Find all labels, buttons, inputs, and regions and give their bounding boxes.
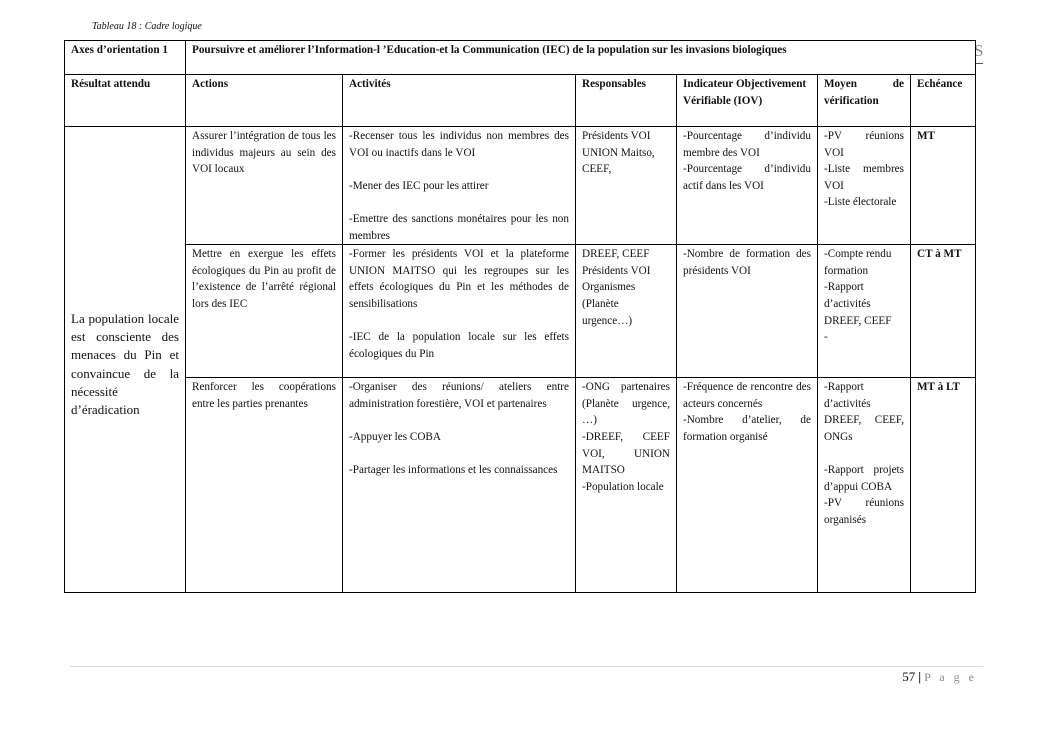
footer-separator: |: [918, 669, 922, 684]
action-cell: Assurer l’intégration de tous les individus majeurs au sein des VOI locaux: [186, 127, 343, 245]
table-caption: Tableau 18 : Cadre logique: [92, 21, 202, 32]
activites-cell: -Recenser tous les individus non membres des VOI ou inactifs dans le VOI -Mener des IEC pour les attirer -Emettre des sanctions monétaires pour les non membres: [343, 127, 576, 245]
iov-cell: -Nombre de formation des présidents VOI: [677, 245, 818, 378]
moyen-cell: -PV réunions VOI -Liste membres VOI -Liste électorale: [818, 127, 911, 245]
axes-label: Axes d’orientation 1: [65, 41, 186, 75]
moyen-cell: -Rapport d’activités DREEF, CEEF, ONGs -Rapport projets d’appui COBA -PV réunions organisés: [818, 378, 911, 593]
table-row: [65, 378, 976, 593]
table-row: [65, 127, 976, 245]
page-footer: [902, 669, 977, 685]
col-header-responsables: Responsables: [576, 75, 677, 127]
header-fragment: S: [974, 41, 984, 60]
page-label: P a g e: [924, 670, 977, 684]
col-header-activites: Activités: [343, 75, 576, 127]
header-row: [65, 75, 976, 127]
footer-rule: [70, 666, 983, 667]
echeance-cell: MT: [911, 127, 976, 245]
col-header-moyen: Moyen de vérification: [818, 75, 911, 127]
logical-framework-table: [64, 40, 976, 593]
table-row: [65, 245, 976, 378]
responsables-cell: -ONG partenaires (Planète urgence, …) -DREEF, CEEF VOI, UNION MAITSO -Population locale: [576, 378, 677, 593]
moyen-cell: -Compte rendu formation -Rapport d’activités DREEF, CEEF -: [818, 245, 911, 378]
responsables-cell: DREEF, CEEF Présidents VOI Organismes (Planète urgence…): [576, 245, 677, 378]
iov-cell: -Pourcentage d’individu membre des VOI -Pourcentage d’individu actif dans les VOI: [677, 127, 818, 245]
action-cell: Mettre en exergue les effets écologiques du Pin au profit de l’existence de l’arrêté régional lors des IEC: [186, 245, 343, 378]
col-header-actions: Actions: [186, 75, 343, 127]
header-rule: [975, 63, 983, 64]
axes-title: Poursuivre et améliorer l’Information-l ’Education-et la Communication (IEC) de la population sur les invasions biologiques: [186, 41, 976, 75]
axes-row: [65, 41, 976, 75]
col-header-iov: Indicateur Objectivement Vérifiable (IOV): [677, 75, 818, 127]
activites-cell: -Organiser des réunions/ ateliers entre administration forestière, VOI et partenaires -Appuyer les COBA -Partager les informations et les connaissances: [343, 378, 576, 593]
resultat-attendu-cell: La population locale est consciente des menaces du Pin et convaincue de la nécessité d’éradication: [65, 127, 186, 593]
page-number: 57: [902, 669, 916, 684]
echeance-cell: CT à MT: [911, 245, 976, 378]
col-header-echeance: Echéance: [911, 75, 976, 127]
activites-cell: -Former les présidents VOI et la plateforme UNION MAITSO qui les regroupes sur les effets écologiques du Pin et les méthodes de sensibilisations -IEC de la population locale sur les effets écologiques du Pin: [343, 245, 576, 378]
echeance-cell: MT à LT: [911, 378, 976, 593]
action-cell: Renforcer les coopérations entre les parties prenantes: [186, 378, 343, 593]
col-header-resultat: Résultat attendu: [65, 75, 186, 127]
iov-cell: -Fréquence de rencontre des acteurs concernés -Nombre d’atelier, de formation organisé: [677, 378, 818, 593]
responsables-cell: Présidents VOI UNION Maitso, CEEF,: [576, 127, 677, 245]
